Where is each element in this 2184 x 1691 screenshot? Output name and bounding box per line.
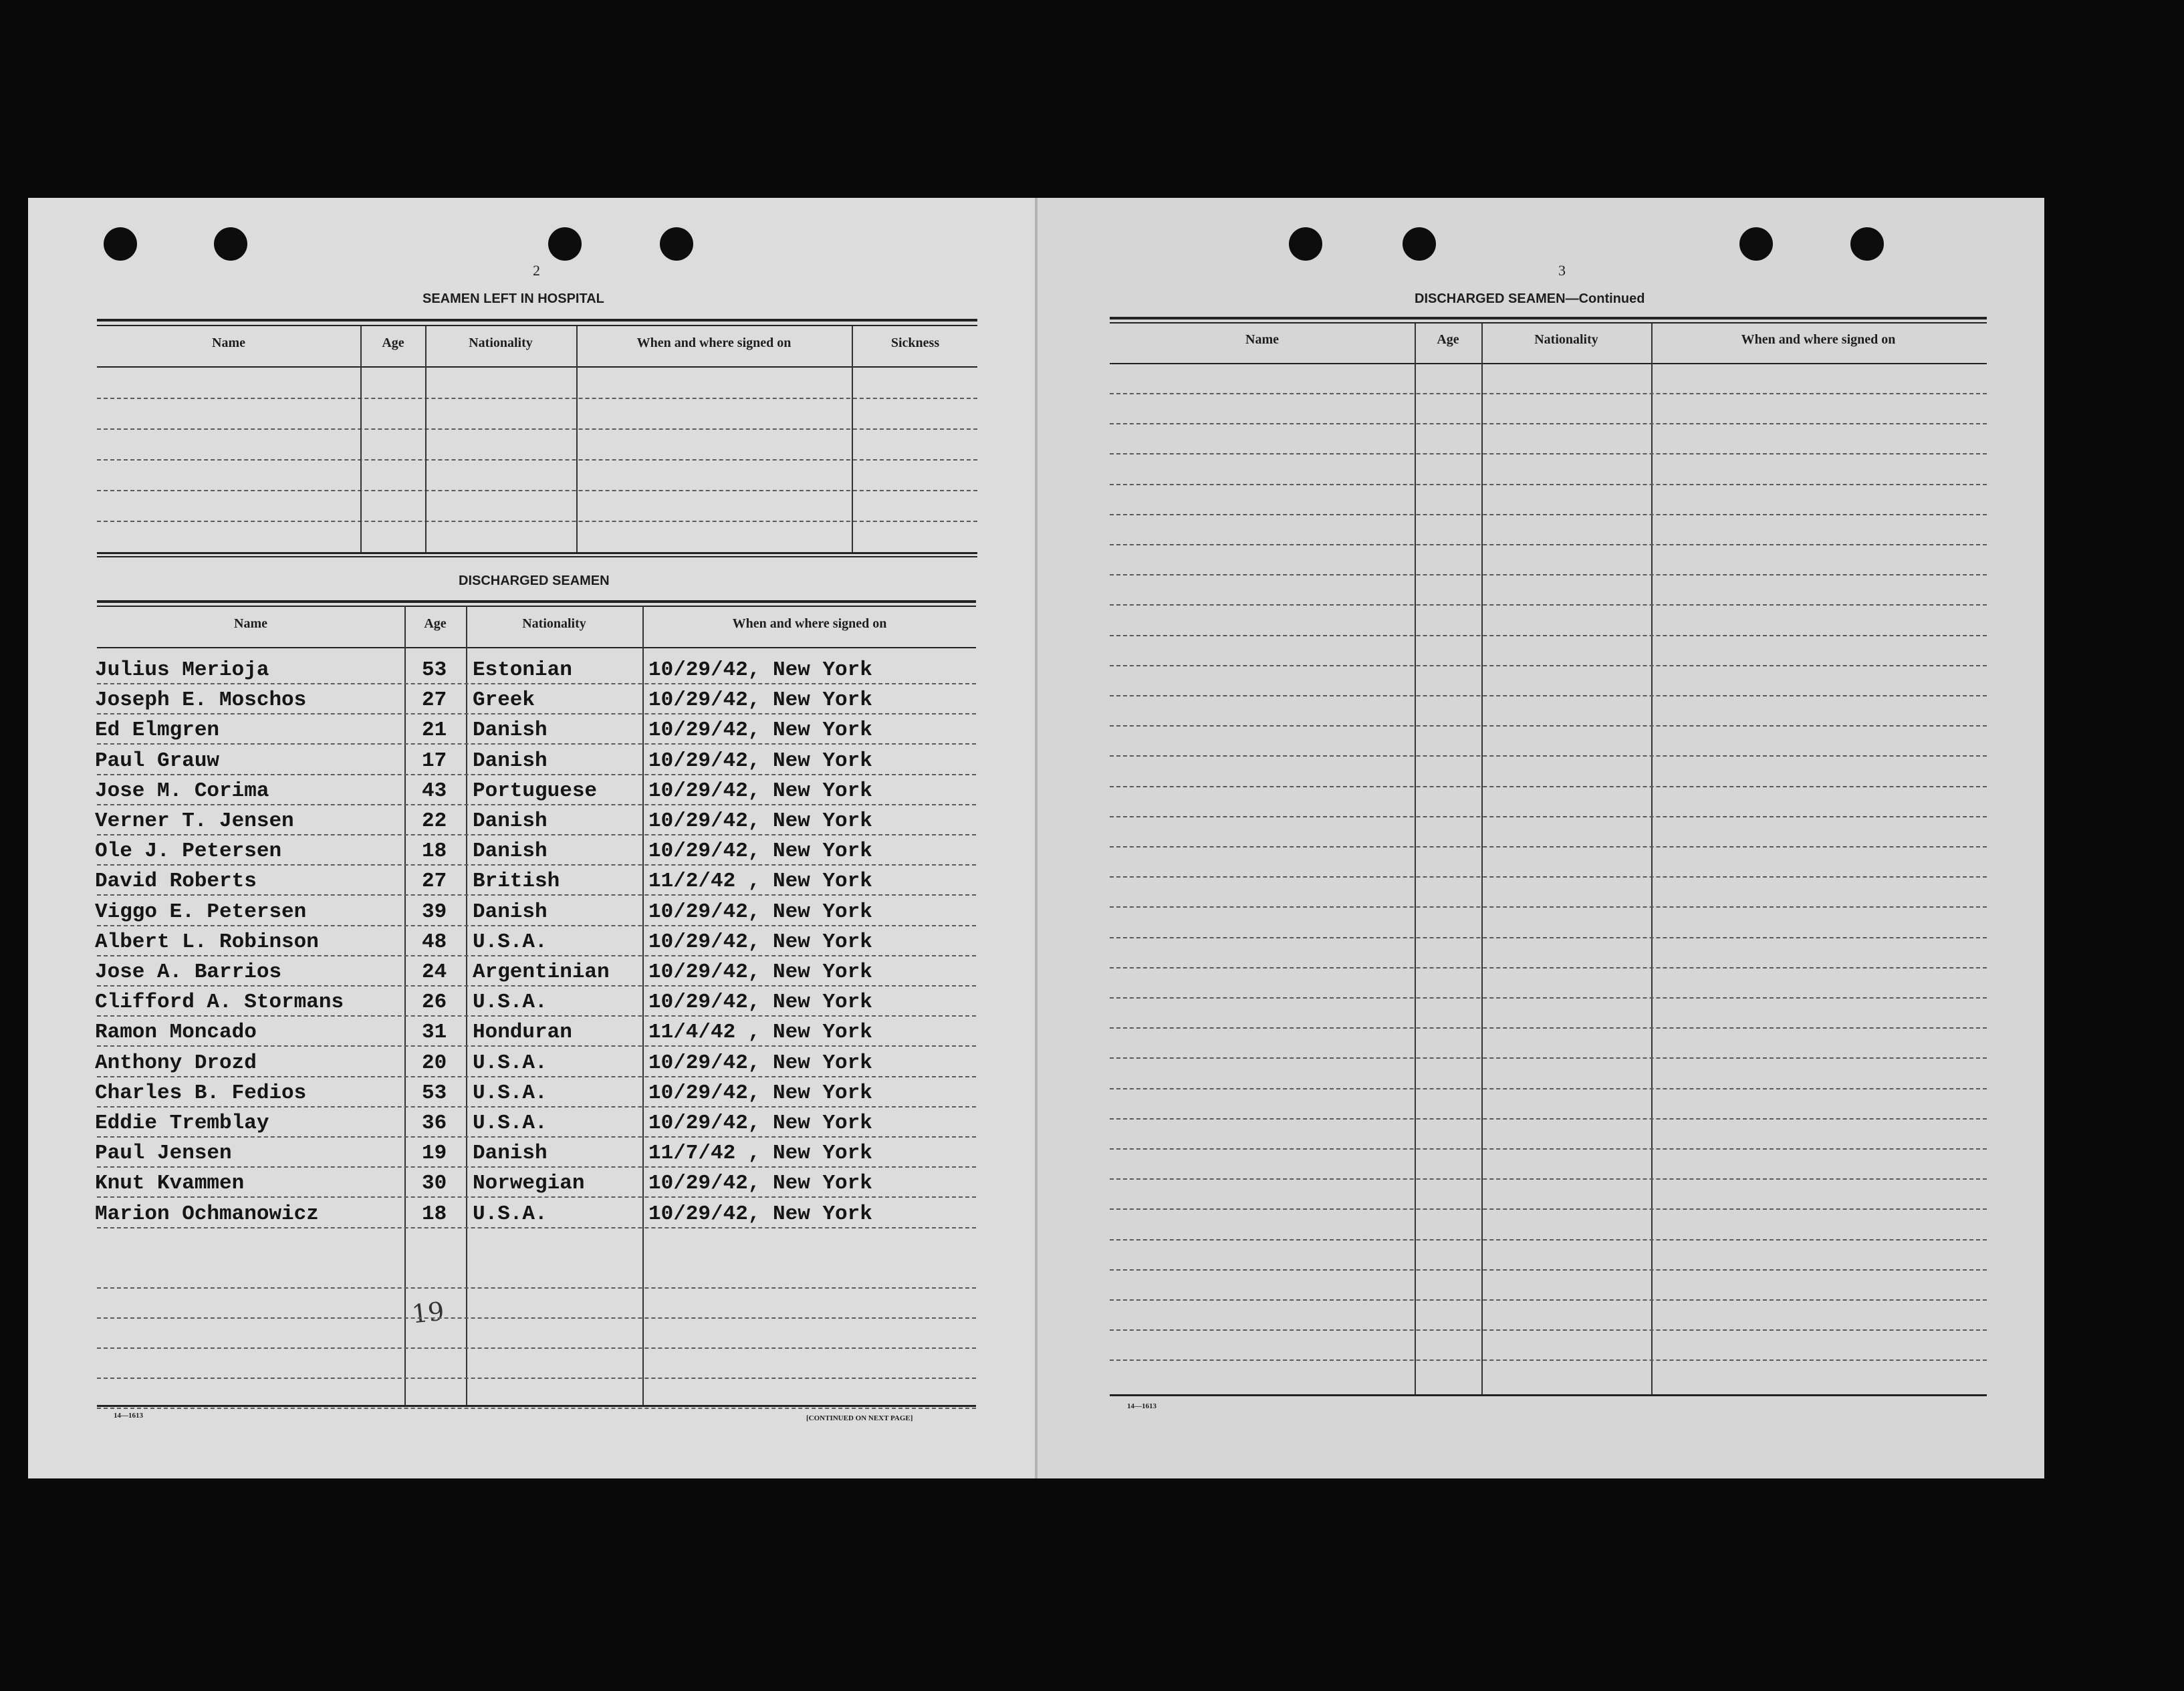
seaman-nationality: Danish [473,1142,548,1166]
dotted-row-line [1110,604,1987,606]
seaman-age: 43 [422,779,447,803]
dotted-row-line [1110,484,1987,485]
seaman-nationality: Argentinian [473,960,610,984]
dotted-row-line [1110,725,1987,727]
dotted-row-line [97,1136,976,1138]
column-header-when-where: When and where signed on [1741,332,1896,347]
seaman-nationality: U.S.A. [473,1112,548,1135]
dotted-row-line [1110,906,1987,908]
binder-hole [1289,227,1322,261]
seaman-name: Albert L. Robinson [95,930,319,954]
seaman-nationality: Norwegian [473,1172,585,1196]
seaman-signed-on: 10/29/42, New York [648,900,872,924]
table-rule [97,552,977,554]
dotted-row-line [97,774,976,775]
column-header-age: Age [1437,332,1459,347]
seaman-signed-on: 10/29/42, New York [648,688,872,712]
column-header-nationality: Nationality [1534,332,1598,347]
seaman-age: 53 [422,658,447,682]
seaman-nationality: U.S.A. [473,930,548,954]
seaman-signed-on: 10/29/42, New York [648,749,872,773]
header-rule [97,647,976,648]
binder-hole [104,227,137,261]
seaman-signed-on: 10/29/42, New York [648,719,872,743]
dotted-row-line [97,398,977,399]
dotted-row-line [1110,1088,1987,1089]
seaman-name: Ed Elmgren [95,719,220,743]
seaman-signed-on: 10/29/42, New York [648,1172,872,1196]
column-header-nationality: Nationality [522,616,586,631]
seaman-age: 27 [422,870,447,894]
dotted-row-line [1110,816,1987,817]
column-header-sickness: Sickness [890,336,940,350]
seaman-nationality: Danish [473,900,548,924]
dotted-row-line [97,683,976,684]
seaman-age: 26 [422,991,447,1015]
discharged-section-title: DISCHARGED SEAMEN [459,573,610,588]
column-divider [852,326,853,552]
dotted-row-line [1110,1359,1987,1361]
handwritten-total: 19 [410,1296,446,1329]
seaman-signed-on: 10/29/42, New York [648,930,872,954]
seaman-nationality: Portuguese [473,779,598,803]
dotted-row-line [97,1015,976,1017]
dotted-row-line [97,1378,976,1379]
column-header-when-where: When and where signed on [732,616,887,631]
dotted-row-line [97,985,976,987]
dotted-row-line [1110,544,1987,545]
dotted-row-line [97,894,976,896]
column-header-name: Name [234,616,267,631]
dotted-row-line [1110,1208,1987,1210]
seaman-age: 27 [422,688,447,712]
column-header-age: Age [424,616,447,631]
table-rule [97,1405,976,1407]
dotted-row-line [97,864,976,866]
dotted-row-line [97,834,976,835]
dotted-row-line [1110,665,1987,666]
form-number: 14—1613 [114,1412,143,1420]
dotted-row-line [1110,423,1987,424]
column-divider [425,326,427,552]
seaman-signed-on: 10/29/42, New York [648,658,872,682]
column-divider [642,606,644,1405]
column-header-age: Age [382,336,404,350]
seaman-nationality: Danish [473,719,548,743]
seaman-name: Verner T. Jensen [95,809,294,833]
dotted-row-line [1110,755,1987,757]
seaman-age: 30 [422,1172,447,1196]
column-divider [404,606,406,1405]
seaman-age: 21 [422,719,447,743]
dotted-row-line [97,1166,976,1168]
dotted-row-line [97,1106,976,1108]
seaman-signed-on: 10/29/42, New York [648,960,872,984]
hospital-section-title: SEAMEN LEFT IN HOSPITAL [422,291,604,306]
seaman-name: Anthony Drozd [95,1051,257,1075]
seaman-name: Paul Jensen [95,1142,232,1166]
seaman-nationality: Danish [473,749,548,773]
binder-hole [548,227,582,261]
dotted-row-line [97,1227,976,1228]
seaman-name: Ramon Moncado [95,1021,257,1045]
dotted-row-line [97,521,977,522]
seaman-age: 31 [422,1021,447,1045]
column-divider [466,606,467,1405]
table-rule [97,556,977,557]
dotted-row-line [1110,1299,1987,1301]
table-rule [97,606,976,607]
seaman-name: Clifford A. Stormans [95,991,344,1015]
seaman-name: Joseph E. Moschos [95,688,307,712]
seaman-age: 39 [422,900,447,924]
seaman-name: Viggo E. Petersen [95,900,307,924]
binder-hole [214,227,247,261]
dotted-row-line [1110,1178,1987,1180]
seaman-nationality: U.S.A. [473,1081,548,1105]
binder-hole [1850,227,1884,261]
seaman-name: Knut Kvammen [95,1172,245,1196]
column-divider [576,326,578,552]
dotted-row-line [1110,1027,1987,1029]
dotted-row-line [1110,967,1987,968]
seaman-signed-on: 10/29/42, New York [648,779,872,803]
seaman-nationality: U.S.A. [473,1202,548,1226]
dotted-row-line [97,490,977,491]
dotted-row-line [1110,514,1987,515]
binder-hole [1739,227,1773,261]
seaman-signed-on: 10/29/42, New York [648,1051,872,1075]
seaman-nationality: British [473,870,560,894]
seaman-signed-on: 10/29/42, New York [648,1112,872,1135]
seaman-nationality: Estonian [473,658,572,682]
dotted-row-line [1110,635,1987,636]
dotted-row-line [1110,1118,1987,1120]
continued-section-title: DISCHARGED SEAMEN—Continued [1415,291,1645,306]
seaman-age: 17 [422,749,447,773]
table-rule [97,325,977,326]
column-header-name: Name [212,336,245,350]
seaman-age: 22 [422,809,447,833]
seaman-signed-on: 10/29/42, New York [648,991,872,1015]
seaman-age: 18 [422,1202,447,1226]
column-header-when-where: When and where signed on [636,336,792,350]
table-rule [1110,322,1987,323]
seaman-age: 24 [422,960,447,984]
dotted-row-line [97,804,976,805]
dotted-row-line [1110,453,1987,454]
dotted-row-line [1110,1148,1987,1150]
dotted-row-line [97,1287,976,1289]
dotted-row-line [97,1076,976,1077]
dotted-row-line [1110,876,1987,878]
dotted-row-line [97,713,976,714]
seaman-age: 20 [422,1051,447,1075]
seaman-age: 18 [422,839,447,864]
dotted-row-line [97,1408,976,1409]
binder-hole [660,227,693,261]
seaman-age: 48 [422,930,447,954]
dotted-row-line [97,428,977,430]
seaman-name: Marion Ochmanowicz [95,1202,319,1226]
dotted-row-line [97,1317,976,1319]
seaman-age: 36 [422,1112,447,1135]
seaman-name: Charles B. Fedios [95,1081,307,1105]
seaman-signed-on: 11/7/42 , New York [648,1142,872,1166]
seaman-name: Jose M. Corima [95,779,269,803]
column-header-name: Name [1245,332,1279,347]
page-number: 3 [1558,262,1566,279]
dotted-row-line [1110,1057,1987,1059]
seaman-nationality: U.S.A. [473,991,548,1015]
dotted-row-line [97,1045,976,1047]
binder-hole [1403,227,1436,261]
table-rule [97,319,977,321]
seaman-nationality: Danish [473,839,548,864]
table-rule [1110,317,1987,319]
seaman-signed-on: 10/29/42, New York [648,1081,872,1105]
dotted-row-line [97,459,977,461]
seaman-signed-on: 10/29/42, New York [648,839,872,864]
dotted-row-line [97,955,976,956]
seaman-name: David Roberts [95,870,257,894]
seaman-name: Jose A. Barrios [95,960,282,984]
dotted-row-line [97,743,976,745]
column-divider [360,326,362,552]
dotted-row-line [1110,695,1987,696]
dotted-row-line [97,1196,976,1198]
dotted-row-line [1110,1239,1987,1241]
seaman-age: 19 [422,1142,447,1166]
seaman-name: Paul Grauw [95,749,220,773]
header-rule [97,366,977,368]
seaman-name: Eddie Tremblay [95,1112,269,1135]
form-number: 14—1613 [1127,1402,1157,1410]
seaman-signed-on: 11/2/42 , New York [648,870,872,894]
continued-note: [CONTINUED ON NEXT PAGE] [806,1414,913,1422]
seaman-nationality: Greek [473,688,535,712]
seaman-nationality: Honduran [473,1021,572,1045]
seaman-name: Julius Merioja [95,658,269,682]
dotted-row-line [1110,574,1987,575]
dotted-row-line [1110,937,1987,938]
seaman-age: 53 [422,1081,447,1105]
header-rule [1110,363,1987,364]
dotted-row-line [97,1347,976,1349]
seaman-nationality: U.S.A. [473,1051,548,1075]
dotted-row-line [1110,997,1987,999]
seaman-signed-on: 10/29/42, New York [648,809,872,833]
page-number: 2 [533,262,540,279]
dotted-row-line [97,925,976,926]
left-page [28,198,1035,1478]
column-header-nationality: Nationality [469,336,533,350]
right-page [1038,198,2044,1478]
dotted-row-line [1110,846,1987,848]
dotted-row-line [1110,393,1987,394]
seaman-name: Ole J. Petersen [95,839,282,864]
seaman-signed-on: 11/4/42 , New York [648,1021,872,1045]
table-rule [1110,1394,1987,1396]
seaman-signed-on: 10/29/42, New York [648,1202,872,1226]
seaman-nationality: Danish [473,809,548,833]
dotted-row-line [1110,1269,1987,1271]
dotted-row-line [1110,1329,1987,1331]
dotted-row-line [1110,786,1987,787]
page-fold [1035,198,1038,1478]
table-rule [97,600,976,603]
